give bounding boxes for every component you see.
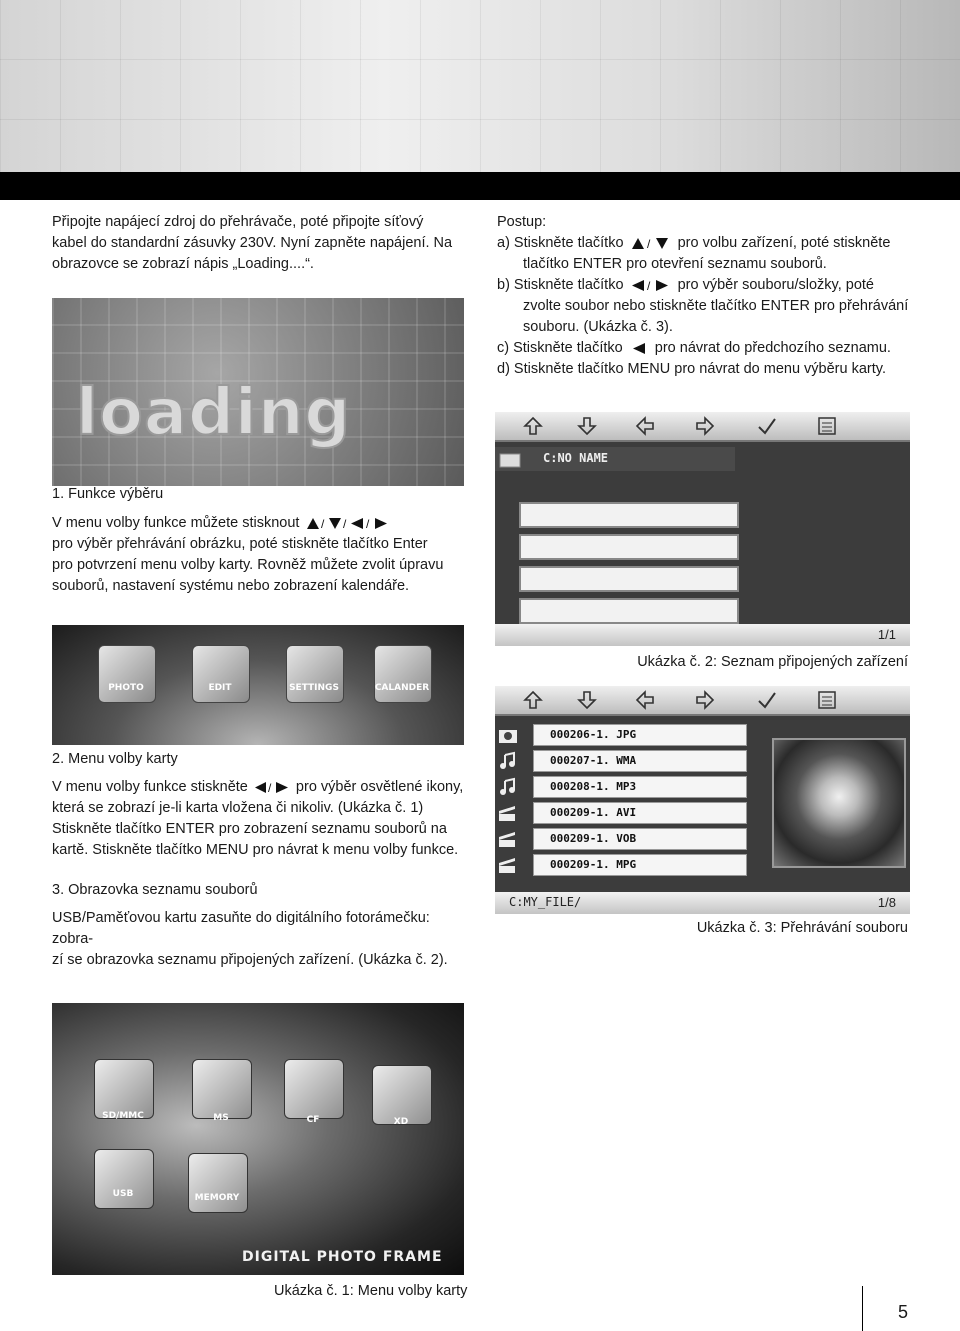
file-status-bar — [495, 892, 910, 914]
current-path: C:MY_FILE/ — [509, 895, 582, 909]
section-1 — [52, 484, 472, 597]
section-1-line — [52, 513, 472, 534]
header-band — [0, 0, 960, 172]
step-d-line: d) Stiskněte tlačítko MENU pro návrat do menu výběru karty. — [497, 361, 886, 377]
section-3-heading: 3. Obrazovka seznamu souborů — [52, 882, 258, 898]
up-arrow-icon — [523, 416, 543, 436]
up-arrow-icon — [523, 690, 543, 710]
file-row[interactable] — [495, 750, 747, 772]
file-name: 000206-1. JPG — [550, 728, 637, 741]
loading-word: loading — [76, 376, 352, 450]
card-label: SD/MMC — [102, 1111, 144, 1121]
left-right-arrow-icon — [628, 278, 674, 292]
file-name-bar — [533, 750, 747, 772]
step-b-line — [497, 275, 917, 296]
section-3-line: zí se obrazovka seznamu připojených zařízení. (Ukázka č. 2). — [52, 952, 448, 968]
memory-stick-icon — [192, 1059, 252, 1119]
menu-label-edit: EDIT — [208, 683, 232, 693]
section-1-line: pro výběr přehrávání obrázku, poté stiskněte tlačítko Enter — [52, 536, 428, 552]
step-b-text: pro výběr souboru/složky, poté — [677, 277, 874, 293]
film-icon — [497, 829, 519, 849]
file-list-screenshot — [495, 686, 910, 914]
file-row[interactable] — [495, 854, 747, 876]
section-2 — [52, 749, 472, 861]
caption-1: Ukázka č. 1: Menu volby karty — [274, 1283, 468, 1299]
section-2-line: která se zobrazí je-li karta vložena či nikoliv. (Ukázka č. 1) — [52, 800, 424, 816]
file-name: 000207-1. WMA — [550, 754, 637, 767]
menu-label-calendar: CALANDER — [374, 683, 430, 693]
section-2-text: V menu volby funkce stiskněte — [52, 779, 248, 795]
header-rule — [0, 172, 960, 200]
photo-icon — [98, 645, 156, 703]
loading-screenshot — [52, 298, 464, 486]
file-row[interactable] — [495, 802, 747, 824]
section-3-line: USB/Paměťovou kartu zasuňte do digitálního fotorámečku: zobra- — [52, 910, 430, 947]
left-arrow-icon — [635, 690, 655, 710]
xd-card-icon — [372, 1065, 432, 1125]
up-down-arrow-icon — [628, 236, 674, 250]
device-slot[interactable] — [519, 502, 739, 528]
svg-text:/: / — [646, 279, 650, 293]
frame-brand-title: DIGITAL PHOTO FRAME — [242, 1249, 443, 1265]
svg-text:/: / — [321, 517, 325, 531]
device-slot[interactable] — [519, 566, 739, 592]
file-name-bar — [533, 828, 747, 850]
page-number-box — [862, 1286, 960, 1331]
film-icon — [497, 803, 519, 823]
music-note-icon — [497, 751, 519, 771]
device-slot[interactable] — [519, 534, 739, 560]
film-icon — [497, 855, 519, 875]
svg-text:/: / — [646, 237, 650, 251]
step-b-line3: souboru. (Ukázka č. 3). — [523, 319, 673, 335]
section-1-line: souborů, nastavení systému nebo zobrazení kalendáře. — [52, 578, 410, 594]
step-c-text: c) Stiskněte tlačítko — [497, 340, 623, 356]
section-2-line — [52, 777, 472, 798]
right-arrow-icon — [695, 690, 715, 710]
page-number: 5 — [897, 1302, 908, 1322]
folder-icon — [499, 450, 521, 468]
card-menu-screenshot — [52, 1003, 464, 1275]
internal-memory-icon — [188, 1153, 248, 1213]
file-name: 000209-1. MPG — [550, 858, 637, 871]
step-b-line2: zvolte soubor nebo stiskněte tlačítko ENTER pro přehrávání — [523, 298, 909, 314]
svg-text:/: / — [343, 517, 347, 531]
svg-text:/: / — [267, 781, 272, 795]
section-2-text: pro výběr osvětlené ikony, — [295, 779, 464, 795]
down-arrow-icon — [577, 416, 597, 436]
image-preview — [772, 738, 906, 868]
function-menu-screenshot — [52, 625, 464, 745]
step-a-line — [497, 233, 917, 254]
left-arrow-icon — [627, 341, 651, 355]
left-arrow-icon — [635, 416, 655, 436]
device-status-bar — [495, 624, 910, 646]
section-2-line: kartě. Stiskněte tlačítko MENU pro návrat k menu volby funkce. — [52, 842, 459, 858]
cf-card-icon — [284, 1059, 344, 1119]
step-a-text: pro volbu zařízení, poté stiskněte — [677, 235, 891, 251]
card-label: MS — [213, 1113, 229, 1123]
section-2-line: Stiskněte tlačítko ENTER pro zobrazení seznamu souborů na — [52, 821, 447, 837]
step-a-line2: tlačítko ENTER pro otevření seznamu souborů. — [523, 256, 827, 272]
settings-icon — [286, 645, 344, 703]
file-name-bar — [533, 776, 747, 798]
card-label: XD — [393, 1117, 409, 1127]
right-arrow-icon — [695, 416, 715, 436]
section-1-line: pro potvrzení menu volby karty. Rovněž můžete zvolit úpravu — [52, 557, 444, 573]
check-icon — [757, 416, 777, 436]
device-slot[interactable] — [519, 598, 739, 624]
intro-line: obrazovce se zobrazí nápis „Loading....“. — [52, 256, 314, 272]
device-header — [495, 447, 735, 471]
device-name: C:NO NAME — [543, 451, 609, 465]
intro-line: kabel do standardní zásuvky 230V. Nyní zapněte napájení. Na — [52, 235, 453, 251]
file-toolbar — [495, 686, 910, 716]
file-name: 000208-1. MP3 — [550, 780, 637, 793]
menu-label-photo: PHOTO — [108, 683, 144, 693]
card-label: CF — [306, 1115, 320, 1125]
step-b-text: b) Stiskněte tlačítko — [497, 277, 624, 293]
file-name-bar — [533, 802, 747, 824]
usb-drive-icon — [94, 1149, 154, 1209]
section-3 — [52, 880, 472, 971]
file-row[interactable] — [495, 724, 747, 746]
menu-label-settings: SETTINGS — [289, 683, 339, 693]
device-list-screenshot — [495, 412, 910, 646]
page-indicator: 1/8 — [877, 895, 896, 910]
step-c-line — [497, 338, 917, 359]
intro-line: Připojte napájecí zdroj do přehrávače, poté připojte síťový — [52, 214, 424, 230]
device-toolbar — [495, 412, 910, 442]
list-icon — [817, 690, 837, 710]
section-2-heading: 2. Menu volby karty — [52, 751, 178, 767]
file-row[interactable] — [495, 828, 747, 850]
camera-icon — [497, 725, 519, 745]
four-way-arrow-icon — [303, 516, 403, 530]
step-a-text: a) Stiskněte tlačítko — [497, 235, 624, 251]
page-indicator: 1/1 — [877, 627, 896, 642]
card-label: MEMORY — [194, 1193, 240, 1203]
svg-text:/: / — [366, 517, 370, 531]
file-name-bar — [533, 854, 747, 876]
file-name: 000209-1. AVI — [550, 806, 637, 819]
edit-icon — [192, 645, 250, 703]
section-1-heading: 1. Funkce výběru — [52, 486, 164, 502]
caption-3: Ukázka č. 3: Přehrávání souboru — [696, 920, 908, 936]
down-arrow-icon — [577, 690, 597, 710]
music-note-icon — [497, 777, 519, 797]
file-name: 000209-1. VOB — [550, 832, 637, 845]
left-right-arrow-icon — [252, 780, 292, 794]
caption-2: Ukázka č. 2: Seznam připojených zařízení — [637, 654, 908, 670]
calendar-icon — [374, 645, 432, 703]
intro-paragraph — [52, 212, 472, 275]
section-1-text: V menu volby funkce můžete stisknout — [52, 515, 300, 531]
step-c-text: pro návrat do předchozího seznamu. — [654, 340, 891, 356]
postup-section — [497, 212, 917, 380]
card-label: USB — [112, 1189, 134, 1199]
file-name-bar — [533, 724, 747, 746]
file-row[interactable] — [495, 776, 747, 798]
sd-mmc-card-icon — [94, 1059, 154, 1119]
list-icon — [817, 416, 837, 436]
check-icon — [757, 690, 777, 710]
postup-title: Postup: — [497, 214, 547, 230]
